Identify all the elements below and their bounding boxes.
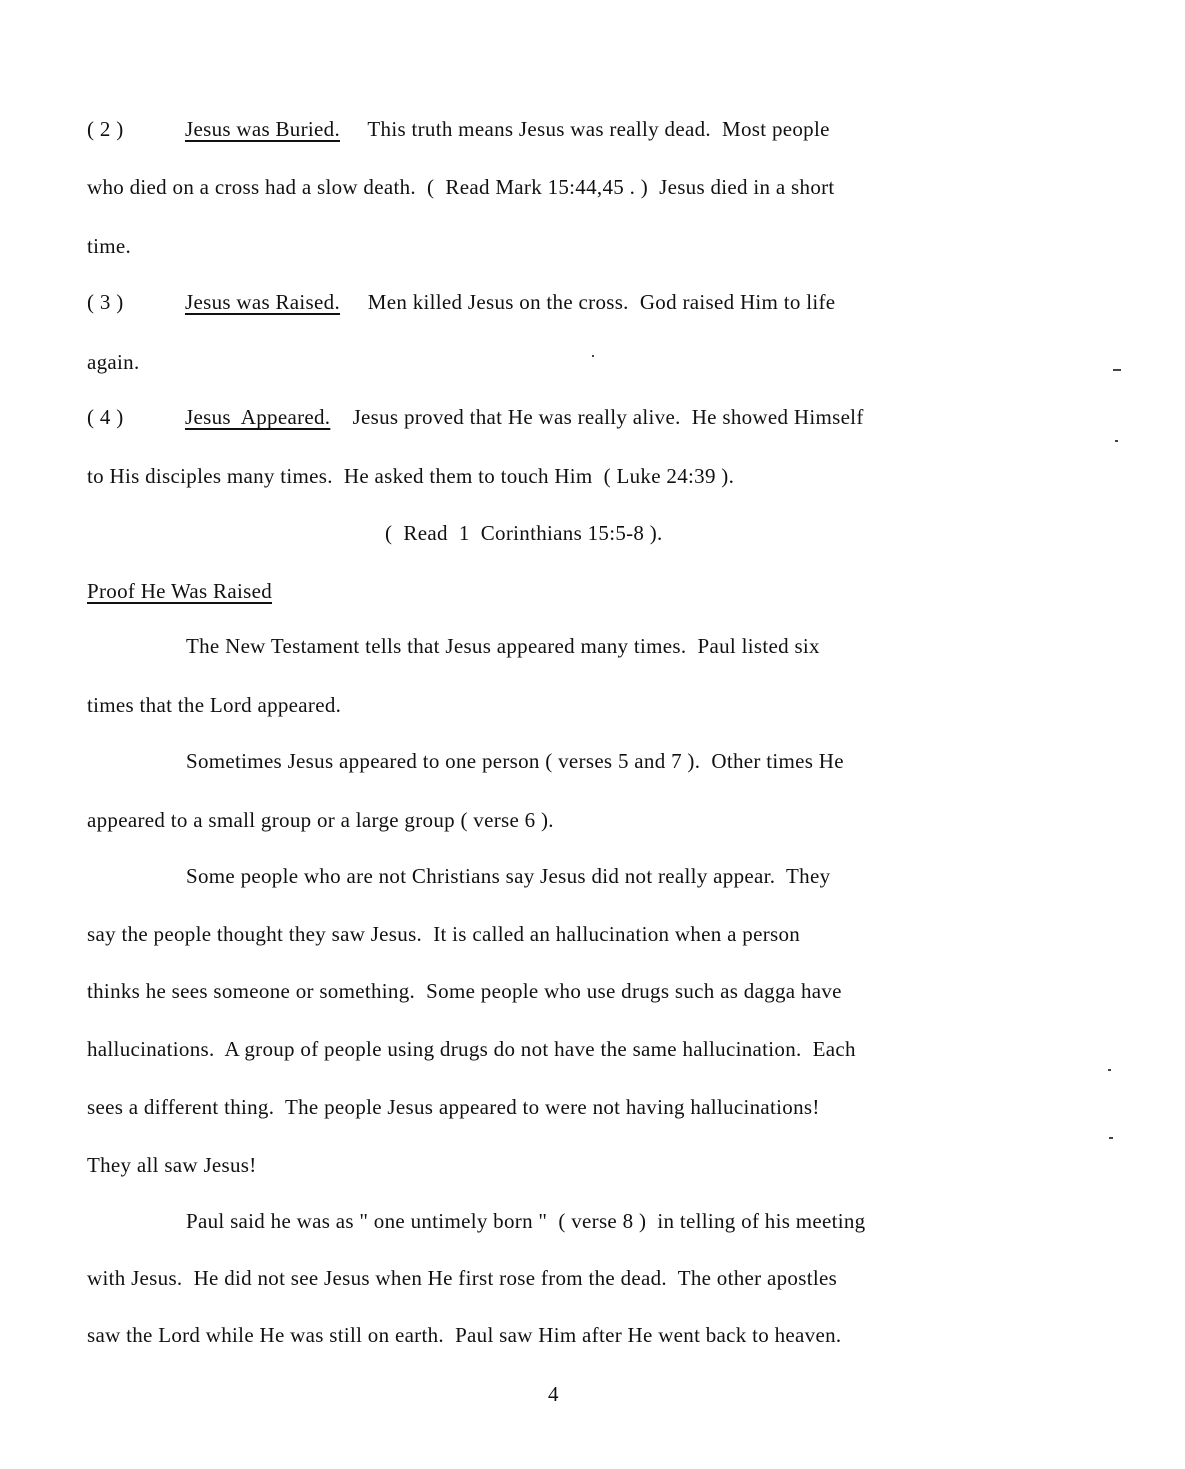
item-heading: Jesus was Buried. bbox=[185, 117, 341, 141]
item-3-line-1 bbox=[87, 292, 835, 313]
paragraph-1-line-1: The New Testament tells that Jesus appeared many times. Paul listed six bbox=[186, 634, 820, 658]
item-4-line-1 bbox=[87, 407, 864, 428]
item-heading: Jesus was Raised. bbox=[185, 290, 341, 314]
paragraph-3-line-4: hallucinations. A group of people using drugs do not have the same hallucination. Each bbox=[87, 1037, 856, 1061]
paragraph-2-line-2: appeared to a small group or a large group ( verse 6 ). bbox=[87, 808, 554, 832]
paragraph-1-line-2: times that the Lord appeared. bbox=[87, 693, 342, 717]
item-text: Jesus proved that He was really alive. He showed Himself bbox=[352, 405, 864, 429]
item-number: ( 2 ) bbox=[87, 117, 124, 141]
scan-speck bbox=[592, 355, 594, 357]
page-number: 4 bbox=[548, 1382, 559, 1406]
paragraph-4-line-3: saw the Lord while He was still on earth. Paul saw Him after He went back to heaven. bbox=[87, 1323, 842, 1347]
paragraph-3-line-6: They all saw Jesus! bbox=[87, 1153, 257, 1177]
item-text: Men killed Jesus on the cross. God raised Him to life bbox=[367, 290, 836, 314]
section-heading: Proof He Was Raised bbox=[87, 579, 273, 603]
item-heading: Jesus Appeared. bbox=[185, 405, 331, 429]
item-4-line-2: to His disciples many times. He asked them to touch Him ( Luke 24:39 ). bbox=[87, 464, 735, 488]
item-3-line-2: again. bbox=[87, 350, 140, 374]
item-text: This truth means Jesus was really dead. Most people bbox=[367, 117, 830, 141]
paragraph-3-line-2: say the people thought they saw Jesus. It is called an hallucination when a person bbox=[87, 922, 801, 946]
scan-speck bbox=[1113, 369, 1121, 371]
scan-speck bbox=[1109, 1137, 1113, 1139]
paragraph-3-line-1: Some people who are not Christians say Jesus did not really appear. They bbox=[186, 864, 831, 888]
item-number: ( 3 ) bbox=[87, 290, 124, 314]
scan-speck bbox=[1115, 440, 1118, 442]
paragraph-3-line-5: sees a different thing. The people Jesus appeared to were not having hallucinations! bbox=[87, 1095, 820, 1119]
scan-speck bbox=[1108, 1069, 1111, 1071]
item-number: ( 4 ) bbox=[87, 405, 124, 429]
paragraph-2-line-1: Sometimes Jesus appeared to one person ( verses 5 and 7 ). Other times He bbox=[186, 749, 844, 773]
scripture-reference: ( Read 1 Corinthians 15:5-8 ). bbox=[385, 521, 663, 545]
item-2-line-1 bbox=[87, 119, 830, 140]
paragraph-4-line-2: with Jesus. He did not see Jesus when He first rose from the dead. The other apostles bbox=[87, 1266, 838, 1290]
paragraph-4-line-1: Paul said he was as " one untimely born " ( verse 8 ) in telling of his meeting bbox=[186, 1209, 866, 1233]
item-2-line-3: time. bbox=[87, 234, 132, 258]
paragraph-3-line-3: thinks he sees someone or something. Some people who use drugs such as dagga have bbox=[87, 979, 842, 1003]
item-2-line-2: who died on a cross had a slow death. ( Read Mark 15:44,45 . ) Jesus died in a short bbox=[87, 175, 835, 199]
